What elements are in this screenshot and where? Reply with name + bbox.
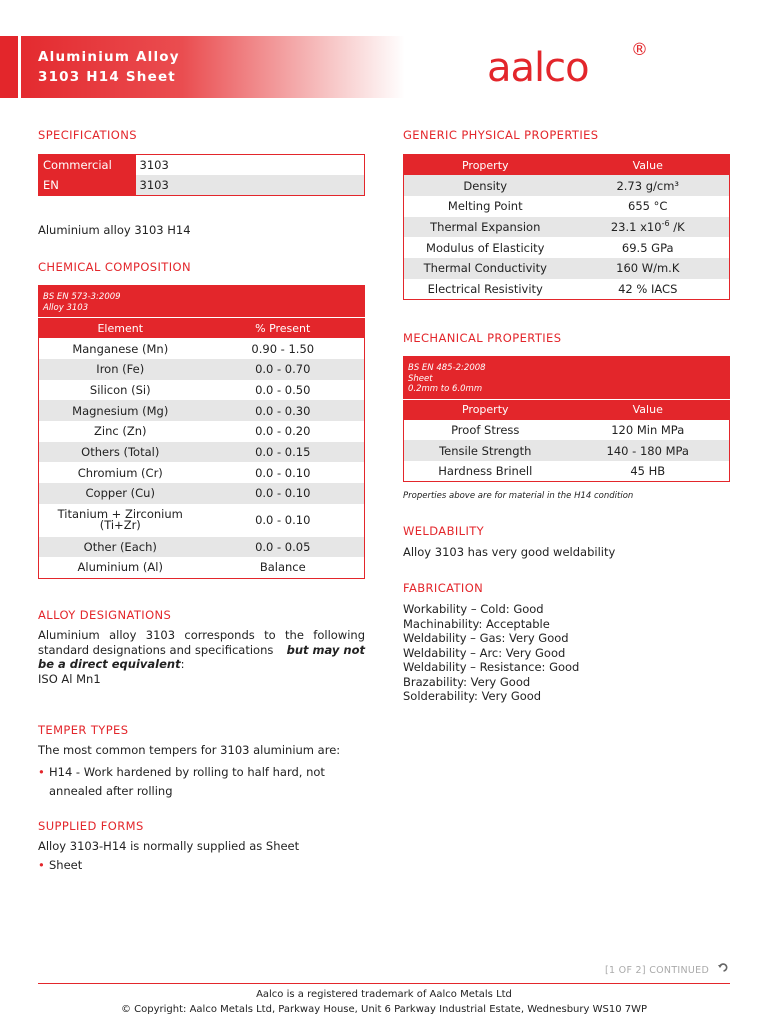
property-cell: Thermal Conductivity bbox=[404, 258, 567, 279]
standard-label: BS EN 573-3:2009 bbox=[43, 292, 121, 302]
page-title bbox=[38, 47, 180, 87]
present-cell: 0.0 - 0.10 bbox=[255, 513, 311, 528]
col-value: Value bbox=[567, 399, 730, 420]
value-cell: 2.73 g/cm³ bbox=[567, 175, 730, 196]
table-row bbox=[39, 400, 365, 421]
designations-line-1: Aluminium alloy 3103 corresponds to the following bbox=[38, 628, 365, 642]
registered-mark: ® bbox=[631, 40, 648, 60]
table-row bbox=[404, 279, 730, 300]
element-cell: Aluminium (Al) bbox=[77, 560, 163, 575]
element-cell bbox=[39, 504, 202, 537]
designations-emphasis-b: be a direct equivalent bbox=[38, 657, 181, 671]
table-row bbox=[39, 504, 365, 537]
element-line-2: (Ti+Zr) bbox=[99, 518, 141, 533]
tempers-intro: The most common tempers for 3103 aluminium are: bbox=[38, 743, 341, 757]
table-row bbox=[39, 421, 365, 442]
header-stripe-gap bbox=[18, 36, 21, 98]
title-line-1: Aluminium Alloy bbox=[38, 49, 180, 65]
property-cell: Proof Stress bbox=[451, 423, 520, 438]
value-cell: 120 Min MPa bbox=[611, 423, 685, 438]
designations-colon: : bbox=[180, 657, 185, 671]
table-row bbox=[404, 420, 730, 441]
property-cell: Density bbox=[404, 175, 567, 196]
present-cell: 0.90 - 1.50 bbox=[251, 341, 315, 356]
value-cell: 45 HB bbox=[630, 464, 666, 479]
chemical-heading: CHEMICAL COMPOSITION bbox=[38, 260, 191, 274]
table-row bbox=[39, 380, 365, 401]
form-label: Sheet bbox=[408, 373, 433, 384]
alloy-description: Aluminium alloy 3103 H14 bbox=[38, 223, 191, 237]
table-header-row bbox=[404, 155, 730, 176]
table-row bbox=[39, 462, 365, 483]
spec-key: EN bbox=[39, 175, 136, 196]
weldability-text: Alloy 3103 has very good weldability bbox=[403, 545, 616, 559]
table-row bbox=[404, 217, 730, 238]
aalco-logo: aalco bbox=[487, 45, 589, 91]
temper-list-item bbox=[49, 763, 325, 801]
table-row bbox=[404, 440, 730, 461]
tempers-heading: TEMPER TYPES bbox=[38, 723, 129, 737]
iso-designation: ISO Al Mn1 bbox=[38, 671, 101, 686]
present-cell: 0.0 - 0.10 bbox=[255, 465, 311, 480]
chemical-table bbox=[38, 285, 365, 579]
col-value: Value bbox=[567, 155, 730, 176]
element-cell: Others (Total) bbox=[39, 442, 202, 463]
value-cell: 160 W/m.K bbox=[567, 258, 730, 279]
col-property: Property bbox=[404, 155, 567, 176]
designations-line-2 bbox=[38, 643, 365, 658]
supplied-heading: SUPPLIED FORMS bbox=[38, 819, 144, 833]
list-item: Brazability: Very Good bbox=[403, 674, 531, 689]
col-present: % Present bbox=[202, 318, 365, 339]
property-cell: Hardness Brinell bbox=[438, 464, 533, 479]
chemical-standard bbox=[39, 286, 365, 318]
present-cell: 0.0 - 0.05 bbox=[202, 537, 365, 558]
value-cell: 42 % IACS bbox=[618, 281, 678, 296]
designations-line-2a: standard designations and specifications bbox=[38, 642, 274, 657]
value-cell: 140 - 180 MPa bbox=[567, 440, 730, 461]
designations-heading: ALLOY DESIGNATIONS bbox=[38, 608, 172, 622]
table-row bbox=[39, 359, 365, 380]
designations-line-3 bbox=[38, 657, 365, 672]
fabrication-list bbox=[403, 602, 579, 704]
table-row bbox=[39, 442, 365, 463]
weldability-heading: WELDABILITY bbox=[403, 524, 485, 538]
present-cell: 0.0 - 0.20 bbox=[255, 424, 311, 439]
present-cell: Balance bbox=[259, 560, 306, 575]
standard-label: BS EN 485-2:2008 bbox=[408, 363, 486, 373]
turn-arrow-icon bbox=[718, 962, 729, 976]
mechanical-heading: MECHANICAL PROPERTIES bbox=[403, 331, 562, 345]
table-caption-row bbox=[39, 286, 365, 318]
mechanical-standard bbox=[404, 357, 730, 400]
table-row bbox=[404, 196, 730, 217]
value-cell bbox=[567, 217, 730, 238]
fabrication-heading: FABRICATION bbox=[403, 581, 484, 595]
table-row bbox=[39, 537, 365, 558]
list-item: Workability – Cold: Good bbox=[403, 602, 544, 616]
property-cell: Tensile Strength bbox=[404, 440, 567, 461]
temper-item-line-1: • H14 - Work hardened by rolling to half hard, not bbox=[49, 765, 325, 779]
specifications-table bbox=[38, 154, 365, 196]
temper-item-line-2: annealed after rolling bbox=[49, 784, 173, 798]
present-cell: 0.0 - 0.10 bbox=[202, 483, 365, 504]
element-cell: Other (Each) bbox=[39, 537, 202, 558]
element-cell: Iron (Fe) bbox=[39, 359, 202, 380]
element-cell: Magnesium (Mg) bbox=[39, 400, 202, 421]
alloy-label: Alloy 3103 bbox=[43, 302, 89, 313]
table-caption-row bbox=[404, 357, 730, 400]
footer-divider bbox=[38, 983, 730, 984]
list-item: Machinability: Acceptable bbox=[403, 616, 550, 631]
table-row bbox=[39, 483, 365, 504]
trademark-notice: Aalco is a registered trademark of Aalco Metals Ltd bbox=[256, 989, 512, 1000]
header-stripe bbox=[0, 36, 18, 98]
present-cell: 0.0 - 0.50 bbox=[255, 382, 311, 397]
physical-heading: GENERIC PHYSICAL PROPERTIES bbox=[403, 128, 599, 142]
specifications-heading: SPECIFICATIONS bbox=[38, 128, 137, 142]
spec-value: 3103 bbox=[136, 175, 365, 196]
title-line-2: 3103 H14 Sheet bbox=[38, 69, 176, 85]
table-row bbox=[404, 461, 730, 482]
value-main: 23.1 x10 bbox=[610, 220, 662, 235]
mechanical-table bbox=[403, 356, 730, 482]
value-unit: /K bbox=[669, 220, 685, 235]
supplied-intro: Alloy 3103-H14 is normally supplied as Sheet bbox=[38, 839, 300, 853]
element-cell: Copper (Cu) bbox=[39, 483, 202, 504]
element-cell: Zinc (Zn) bbox=[94, 424, 147, 439]
col-element: Element bbox=[39, 318, 202, 339]
col-property: Property bbox=[404, 399, 567, 420]
element-cell: Silicon (Si) bbox=[89, 382, 151, 397]
table-row bbox=[39, 175, 365, 196]
property-cell: Thermal Expansion bbox=[404, 217, 567, 238]
copyright-notice: © Copyright: Aalco Metals Ltd, Parkway House, Unit 6 Parkway Industrial Estate, Wednesbury WS10 7WP bbox=[120, 1004, 648, 1015]
physical-table bbox=[403, 154, 730, 300]
table-header-row bbox=[39, 318, 365, 339]
value-exponent: -6 bbox=[661, 219, 670, 229]
table-row bbox=[39, 338, 365, 359]
supplied-list-item: • Sheet bbox=[49, 858, 82, 873]
table-row bbox=[39, 557, 365, 578]
present-cell: 0.0 - 0.15 bbox=[202, 442, 365, 463]
table-row bbox=[404, 237, 730, 258]
property-cell: Modulus of Elasticity bbox=[426, 240, 545, 255]
table-header-row bbox=[404, 399, 730, 420]
table-row bbox=[404, 175, 730, 196]
element-cell: Manganese (Mn) bbox=[72, 341, 169, 356]
element-cell: Chromium (Cr) bbox=[77, 465, 163, 480]
element-line-1: Titanium + Zirconium bbox=[57, 507, 183, 522]
list-item: Weldability – Arc: Very Good bbox=[403, 645, 566, 660]
list-item: Solderability: Very Good bbox=[403, 689, 542, 703]
range-label: 0.2mm to 6.0mm bbox=[408, 384, 483, 394]
table-row bbox=[404, 258, 730, 279]
continued-label: [1 OF 2] CONTINUED bbox=[605, 965, 710, 976]
mechanical-note: Properties above are for material in the H14 condition bbox=[403, 491, 634, 501]
property-cell: Electrical Resistivity bbox=[427, 281, 543, 296]
designations-text bbox=[38, 628, 365, 686]
value-cell: 655 °C bbox=[628, 199, 668, 214]
property-cell: Melting Point bbox=[447, 199, 523, 214]
spec-value: 3103 bbox=[136, 155, 365, 176]
present-cell: 0.0 - 0.30 bbox=[202, 400, 365, 421]
value-cell: 69.5 GPa bbox=[621, 240, 674, 255]
list-item: Weldability – Gas: Very Good bbox=[403, 631, 569, 645]
spec-key: Commercial bbox=[39, 155, 136, 176]
designations-emphasis-a: but may not bbox=[286, 642, 365, 657]
present-cell: 0.0 - 0.70 bbox=[202, 359, 365, 380]
table-row bbox=[39, 155, 365, 176]
list-item: Weldability – Resistance: Good bbox=[403, 660, 580, 674]
